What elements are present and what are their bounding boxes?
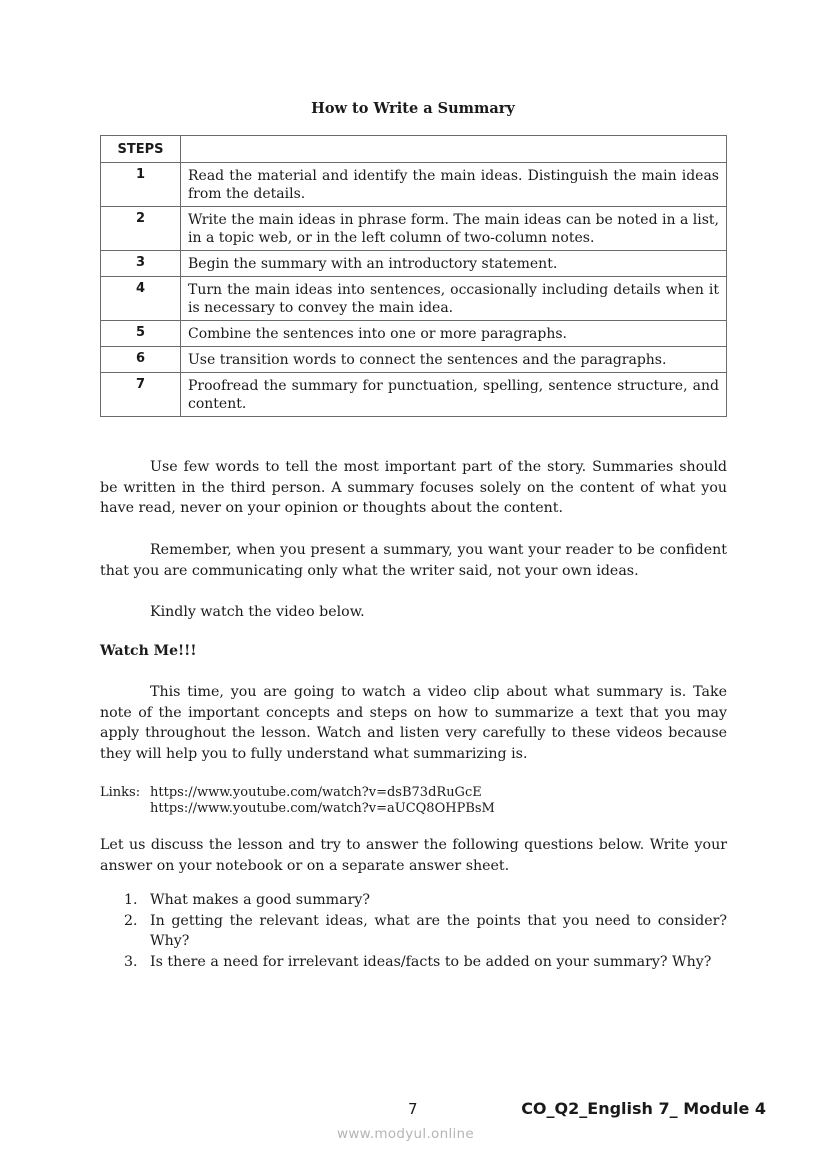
step-text: Write the main ideas in phrase form. The main ideas can be noted in a list, in a topic web, or in the left column of two-column notes. xyxy=(181,207,727,251)
step-text: Read the material and identify the main ideas. Distinguish the main ideas from the details. xyxy=(181,163,727,207)
question-number: 2. xyxy=(124,912,138,929)
list-item xyxy=(124,890,727,911)
question-number: 1. xyxy=(124,892,138,908)
watermark: www.modyul.online xyxy=(337,1126,475,1142)
table-row xyxy=(101,207,727,251)
step-text: Proofread the summary for punctuation, spelling, sentence structure, and content. xyxy=(181,373,727,417)
question-number: 3. xyxy=(124,953,138,970)
steps-column-header: STEPS xyxy=(101,136,181,163)
step-number: 3 xyxy=(101,251,181,277)
list-item xyxy=(124,952,727,973)
table-row xyxy=(101,373,727,417)
links-label: Links: xyxy=(100,785,141,800)
page-number: 7 xyxy=(408,1100,418,1118)
module-label: CO_Q2_English 7_ Module 4 xyxy=(521,1099,766,1118)
watch-instruction-paragraph: Kindly watch the video below. xyxy=(150,604,365,620)
list-item xyxy=(124,911,727,952)
step-number: 2 xyxy=(101,207,181,251)
table-row xyxy=(101,251,727,277)
question-text: In getting the relevant ideas, what are the points that you need to consider? Why? xyxy=(150,912,727,949)
video-link[interactable]: https://www.youtube.com/watch?v=dsB73dRuGcE xyxy=(150,785,482,800)
step-text: Turn the main ideas into sentences, occasionally including details when it is necessary to convey the main idea. xyxy=(181,277,727,321)
discussion-intro: Let us discuss the lesson and try to answer the following questions below. Write your answer on your notebook or on a separate answer sheet. xyxy=(100,837,727,874)
reminder-paragraph: Remember, when you present a summary, you want your reader to be confident that you are communicating only what the writer said, not your own ideas. xyxy=(100,542,727,579)
description-column-header xyxy=(181,136,727,163)
step-text: Use transition words to connect the sentences and the paragraphs. xyxy=(181,347,727,373)
links-block xyxy=(100,785,495,817)
step-number: 4 xyxy=(101,277,181,321)
table-row xyxy=(101,163,727,207)
question-text: What makes a good summary? xyxy=(150,892,370,908)
step-text: Begin the summary with an introductory statement. xyxy=(181,251,727,277)
table-row xyxy=(101,347,727,373)
step-number: 5 xyxy=(101,321,181,347)
step-number: 6 xyxy=(101,347,181,373)
watch-me-heading: Watch Me!!! xyxy=(100,643,197,659)
page-title: How to Write a Summary xyxy=(311,100,515,117)
steps-table xyxy=(100,135,727,417)
step-number: 1 xyxy=(101,163,181,207)
questions-list xyxy=(100,890,727,972)
video-link[interactable]: https://www.youtube.com/watch?v=aUCQ8OHPBsM xyxy=(150,801,495,816)
summary-guidelines-paragraph: Use few words to tell the most important part of the story. Summaries should be written in the third person. A summary focuses solely on the content of what you have read, never on your opinion or thoughts about the content. xyxy=(100,459,727,516)
watch-me-body: This time, you are going to watch a video clip about what summary is. Take note of the important concepts and steps on how to summarize a text that you may apply throughout the lesson. Watch and listen very carefully to these videos because they will help you to fully understand what summarizing is. xyxy=(100,684,727,762)
table-row xyxy=(101,277,727,321)
question-text: Is there a need for irrelevant ideas/facts to be added on your summary? Why? xyxy=(150,953,712,970)
table-row xyxy=(101,321,727,347)
step-text: Combine the sentences into one or more paragraphs. xyxy=(181,321,727,347)
table-header-row xyxy=(101,136,727,163)
step-number: 7 xyxy=(101,373,181,417)
